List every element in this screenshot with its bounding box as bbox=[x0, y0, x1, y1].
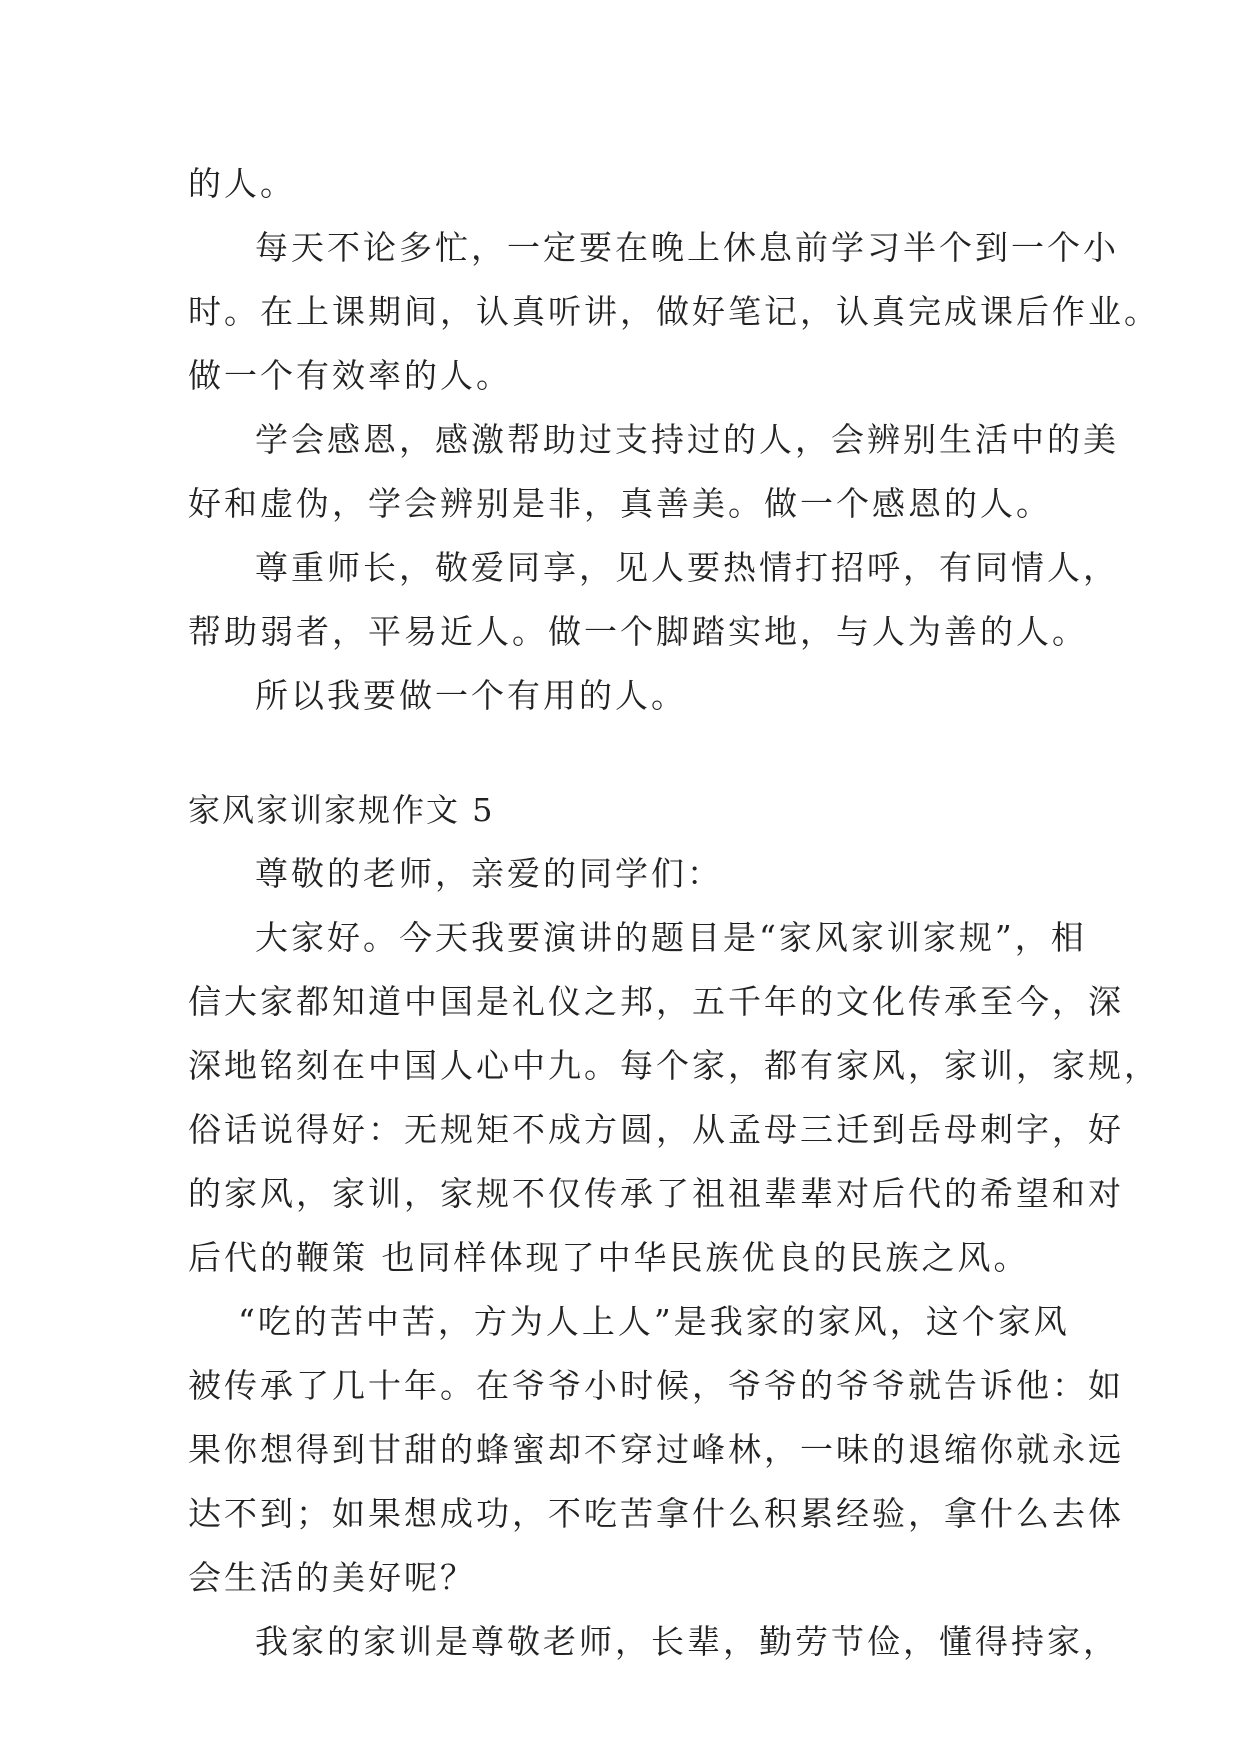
paragraph-line: 被传承了几十年。在爷爷小时候，爷爷的爷爷就告诉他：如 bbox=[188, 1366, 1124, 1405]
paragraph-line: 好和虚伪，学会辨别是非，真善美。做一个感恩的人。 bbox=[188, 484, 1052, 523]
paragraph-line: 果你想得到甘甜的蜂蜜却不穿过峰林，一味的退缩你就永远 bbox=[188, 1430, 1124, 1469]
paragraph-line: 做一个有效率的人。 bbox=[188, 356, 512, 395]
paragraph-line: 会生活的美好呢？ bbox=[188, 1558, 476, 1597]
paragraph-line: 学会感恩，感激帮助过支持过的人，会辨别生活中的美 bbox=[255, 420, 1119, 459]
paragraph-line: 帮助弱者，平易近人。做一个脚踏实地，与人为善的人。 bbox=[188, 612, 1088, 651]
paragraph-line: 大家好。今天我要演讲的题目是“家风家训家规”，相 bbox=[255, 918, 1087, 957]
paragraph-line: 的家风，家训，家规不仅传承了祖祖辈辈对后代的希望和对 bbox=[188, 1174, 1124, 1213]
paragraph-line: 深地铭刻在中国人心中九。每个家，都有家风，家训，家规， bbox=[188, 1046, 1160, 1085]
paragraph-line: 的人。 bbox=[188, 164, 296, 203]
paragraph-line: 后代的鞭策 也同样体现了中华民族优良的民族之风。 bbox=[188, 1238, 1030, 1277]
paragraph-line: “吃的苦中苦，方为人上人”是我家的家风，这个家风 bbox=[238, 1302, 1070, 1341]
paragraph-line: 我家的家训是尊敬老师，长辈，勤劳节俭，懂得持家， bbox=[255, 1622, 1119, 1661]
paragraph-line: 时。在上课期间，认真听讲，做好笔记，认真完成课后作业。 bbox=[188, 292, 1160, 331]
paragraph-line: 每天不论多忙，一定要在晚上休息前学习半个到一个小 bbox=[255, 228, 1119, 267]
paragraph-line: 达不到；如果想成功，不吃苦拿什么积累经验，拿什么去体 bbox=[188, 1494, 1124, 1533]
paragraph-line: 尊重师长，敬爱同享，见人要热情打招呼，有同情人， bbox=[255, 548, 1119, 587]
paragraph-line: 信大家都知道中国是礼仪之邦，五千年的文化传承至今，深 bbox=[188, 982, 1124, 1021]
section-heading: 家风家训家规作文 5 bbox=[188, 791, 495, 829]
paragraph-line: 尊敬的老师，亲爱的同学们： bbox=[255, 854, 723, 893]
paragraph-line: 所以我要做一个有用的人。 bbox=[255, 676, 687, 715]
paragraph-line: 俗话说得好：无规矩不成方圆，从孟母三迁到岳母刺字，好 bbox=[188, 1110, 1124, 1149]
